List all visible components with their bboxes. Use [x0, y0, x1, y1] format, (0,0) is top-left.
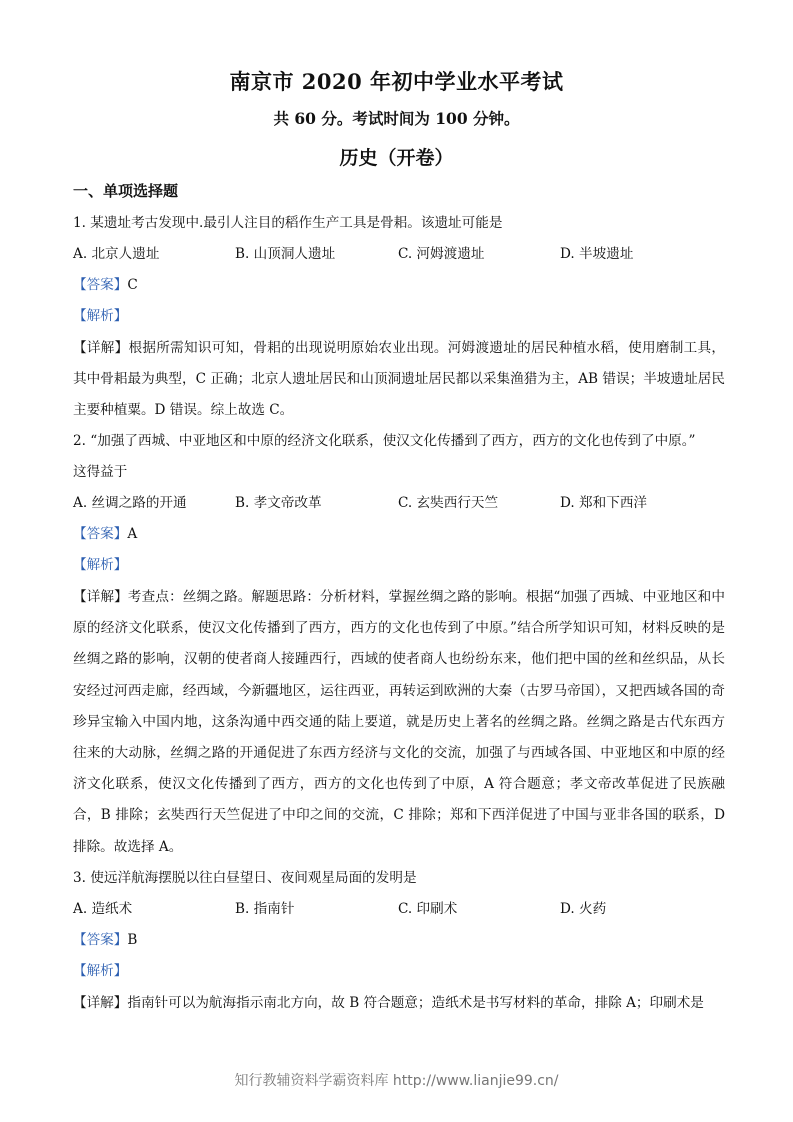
detail-label: 【详解】 [73, 995, 128, 1011]
analysis-label: 【解析】 [73, 557, 128, 573]
q1-answer-line [73, 275, 723, 295]
exam-title: 南京市 2020 年初中学业水平考试 [229, 69, 564, 94]
q3-answer-line [73, 930, 723, 950]
q3-option-b: B. 指南针 [235, 901, 295, 917]
q1-option-d: D. 半坡遗址 [560, 246, 634, 262]
q1-stem: 1. 某遗址考古发现中.最引人注目的稻作生产工具是骨耜。该遗址可能是 [73, 215, 503, 231]
q3-stem: 3. 使远洋航海摆脱以往白昼望日、夜间观星局面的发明是 [73, 870, 417, 886]
q1-option-b: B. 山顶洞人遗址 [235, 246, 336, 262]
q2-answer: A [127, 526, 138, 542]
q2-option-b: B. 孝文帝改革 [235, 495, 322, 511]
q2-detail [73, 582, 725, 863]
q1-option-a: A. 北京人遗址 [73, 246, 160, 262]
q1-answer: C [127, 277, 138, 293]
q2-stem-line1: 2. “加强了西城、中亚地区和中原的经济文化联系，使汉文化传播到了西方，西方的文化也传到了中原。” [73, 433, 696, 449]
detail-label: 【详解】 [73, 340, 129, 356]
q2-analysis-line [73, 555, 723, 575]
q2-option-c: C. 玄奘西行天竺 [398, 495, 499, 511]
q2-answer-line [73, 524, 723, 544]
footer-watermark: 知行教辅资料学霸资料库 http://www.lianjie99.cn/ [234, 1073, 559, 1089]
q2-stem-line2: 这得益于 [73, 464, 128, 480]
q3-detail-text: 指南针可以为航海指示南北方向，故 B 符合题意；造纸术是书写材料的革命，排除 A；印刷术是 [127, 995, 704, 1011]
q3-detail [73, 988, 725, 1019]
q1-option-c: C. 河姆渡遗址 [398, 246, 485, 262]
section-heading: 一、单项选择题 [73, 182, 179, 200]
q3-analysis-line [73, 961, 723, 981]
q3-answer: B [127, 932, 138, 948]
analysis-label: 【解析】 [73, 308, 128, 324]
answer-label: 【答案】 [73, 526, 128, 542]
answer-label: 【答案】 [73, 277, 128, 293]
analysis-label: 【解析】 [73, 963, 128, 979]
q1-detail [73, 333, 725, 427]
q3-option-a: A. 造纸术 [73, 901, 133, 917]
q2-option-a: A. 丝调之路的开通 [73, 495, 187, 511]
q1-detail-text: 根据所需知识可知，骨耜的出现说明原始农业出现。河姆渡遗址的居民种植水稻，使用磨制工具，其中骨耜最为典型，C 正确；北京人遗址居民和山顶洞遗址居民都以采集渔猎为主，AB 错误；半坡遗址居民主要种植粟。D 错误。综上故选 C。 [73, 340, 725, 419]
answer-label: 【答案】 [73, 932, 128, 948]
q3-option-d: D. 火药 [560, 901, 607, 917]
detail-label: 【详解】 [73, 589, 128, 605]
q2-detail-text: 考查点：丝绸之路。解题思路：分析材料，掌握丝绸之路的影响。根据“加强了西城、中亚地区和中原的经济文化联系，使汉文化传播到了西方，西方的文化也传到了中原。”结合所学知识可知，材料反映的是丝绸之路的影响，汉朝的使者商人接踵西行，西域的使者商人也纷纷东来，他们把中国的丝和丝织品，从长安经过河西走廊，经西域，今新疆地区，运往西亚，再转运到欧洲的大秦（古罗马帝国），又把西域各国的奇珍异宝输入中国内地，这条沟通中西交通的陆上要道，就是历史上著名的丝绸之路。丝绸之路是古代东西方往来的大动脉，丝绸之路的开通促进了东西方经济与文化的交流，加强了与西域各国、中亚地区和中原的经济文化联系，使汉文化传播到了西方，西方的文化也传到了中原，A 符合题意；孝文帝改革促进了民族融合，B 排除；玄奘西行天竺促进了中印之间的交流，C 排除；郑和下西洋促进了中国与亚非各国的联系，D 排除。故选择 A。 [73, 589, 726, 855]
q1-analysis-line [73, 306, 723, 326]
exam-subtitle: 共 60 分。考试时间为 100 分钟。 [273, 109, 520, 128]
q3-option-c: C. 印刷术 [398, 901, 458, 917]
q2-option-d: D. 郑和下西洋 [560, 495, 648, 511]
exam-subject: 历史（开卷） [339, 147, 454, 169]
